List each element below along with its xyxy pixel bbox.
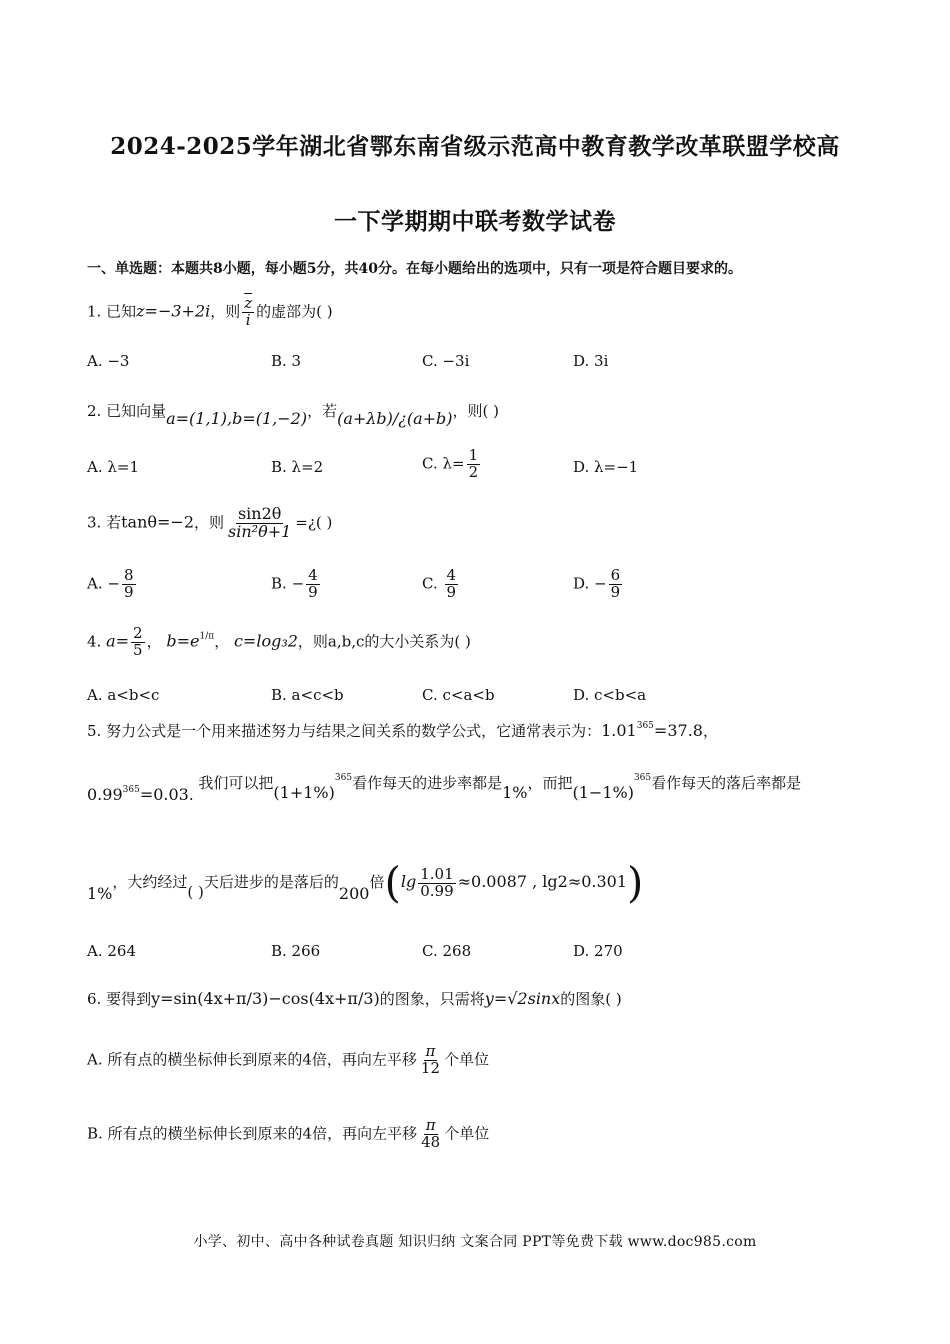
q3-b-frac <box>306 568 320 601</box>
q6-opt-b-post: 个单位 <box>444 1124 490 1143</box>
q4-option-a: A. a<b<c <box>87 686 160 704</box>
q3-mid: ，则 <box>194 513 225 532</box>
q2-pre: 已知向量 <box>106 402 167 420</box>
q5-text-8: 倍 <box>369 873 385 891</box>
q5-eq2-rhs: =0.03 <box>139 785 189 804</box>
q6-opt-a-frac <box>419 1044 442 1077</box>
q3-b-label: B. <box>271 574 287 593</box>
q1-expr: z=−3+2i <box>136 301 211 321</box>
q6-opt-a-den: 12 <box>420 1058 441 1077</box>
q4-c-expr: c=log₃2 <box>233 631 298 651</box>
q6-opt-b-den: 48 <box>421 1132 441 1151</box>
q5-200: 200 <box>338 884 370 903</box>
q4-post: ，则a,b,c的大小关系为( ) <box>297 632 471 651</box>
q5-left-paren: ( <box>384 858 401 907</box>
q6-expr2: y=√2sinx <box>484 989 561 1008</box>
q6-opt-a-num: π <box>425 1042 436 1060</box>
q5-text-3: 看作每天的进步率都是 <box>352 774 503 792</box>
question-5-line-2: $0.99^{365}=0.03$. 我们可以把$(1+1\%)^{365}$看作每天的进步率都是1%，而把$(1-1\%)^{365}$看作每天的落后率都是 <box>87 773 802 804</box>
q5-option-b: B. 266 <box>271 942 321 960</box>
q3-a-sign: − <box>107 574 120 593</box>
question-5-line-1: 5. 努力公式是一个用来描述努力与结果之间关系的数学公式，它通常表示为：$1.01^{365}=37.8$， <box>87 721 718 740</box>
q5-text-7: 天后进步的是落后的 <box>203 873 339 891</box>
q5-option-c: C. 268 <box>422 942 472 960</box>
q2-option-c-label: C. λ= <box>422 454 465 473</box>
q3-c-frac <box>445 568 459 601</box>
q6-opt-b-frac <box>419 1118 442 1151</box>
q5-lg-rhs: ≈0.0087 , lg2≈0.301 <box>457 872 628 891</box>
page-footer: 小学、初中、高中各种试卷真题 知识归纳 文案合同 PPT等免费下载 www.doc985.com <box>193 1234 757 1250</box>
q5-expr-b-exp: 365 <box>633 773 652 783</box>
q6-opt-b-num: π <box>425 1116 436 1134</box>
q5-text-4: ，而把 <box>527 774 573 792</box>
q3-d-sign: − <box>594 574 607 593</box>
q6-opt-a-post: 个单位 <box>444 1050 490 1069</box>
q5-right-paren: ) <box>627 858 644 907</box>
question-5-line-3 <box>87 858 644 907</box>
q2-number: 2. <box>87 402 102 420</box>
q4-number: 4. <box>87 632 102 651</box>
q5-lg: lg <box>400 872 417 891</box>
q1-fraction <box>242 296 254 329</box>
q5-expr-a-exp: 365 <box>334 773 353 783</box>
title-line-2: 一下学期期中联考数学试卷 <box>334 208 616 235</box>
q4-b-expr: b=e <box>166 631 200 651</box>
q6-pre: 要得到 <box>106 990 152 1008</box>
q5-eq2-exp: 365 <box>122 785 140 795</box>
q3-frac-den: sin²θ+1 <box>228 521 292 541</box>
q6-option-a <box>87 1044 489 1077</box>
q2-expr1: a=(1,1),b=(1,−2) <box>166 409 308 428</box>
question-4: 4. a= $\frac{2}{5}$ ， $b=e^{1/\pi}$， c=log₃2，则a,b,c的大小关系为( ) <box>87 624 471 659</box>
q5-eq1-base: 1.01 <box>601 721 637 740</box>
q3-option-d <box>573 568 624 601</box>
q2-option-c-fraction <box>467 448 481 481</box>
q4-option-d: D. c<b<a <box>573 686 647 704</box>
q3-d-num: 6 <box>610 566 621 584</box>
q5-option-d: D. 270 <box>573 942 623 960</box>
q2-optc-num: 1 <box>468 446 479 464</box>
q2-option-b: B. λ=2 <box>271 458 324 476</box>
q3-pre: 若 <box>106 513 122 532</box>
q2-expr2: (a+λb)/¿(a+b) <box>337 409 453 428</box>
q6-post: 的图象( ) <box>560 990 622 1008</box>
q1-mid: ，则 <box>210 302 241 321</box>
q5-text-2: 我们可以把 <box>198 774 274 792</box>
q3-a-frac <box>122 568 136 601</box>
q3-d-frac <box>609 568 623 601</box>
q4-option-c: C. c<a<b <box>422 686 495 704</box>
q3-c-den: 9 <box>446 582 457 601</box>
q3-post: =¿( ) <box>295 513 333 532</box>
q5-pct: 1% <box>502 783 528 802</box>
q5-lg-num: 1.01 <box>420 864 454 883</box>
q6-number: 6. <box>87 990 102 1008</box>
question-3 <box>87 506 332 541</box>
q1-option-a: A. −3 <box>87 352 130 370</box>
q3-frac-num: sin2θ <box>237 504 282 523</box>
q5-line3-pct: 1% <box>87 884 113 903</box>
q4-a-num: 2 <box>133 624 143 642</box>
q1-frac-num: $\overline{z}$ <box>244 294 253 312</box>
q1-number: 1. <box>87 302 102 321</box>
question-2 <box>87 400 500 428</box>
q5-text-6: ，大约经过 <box>112 873 188 891</box>
q5-text-5: 看作每天的落后率都是 <box>651 774 802 792</box>
q5-lg-den: 0.99 <box>420 881 454 900</box>
q5-eq1-rhs: =37.8 <box>653 721 703 740</box>
q6-option-b <box>87 1118 489 1151</box>
q2-option-d: D. λ=−1 <box>573 458 639 476</box>
q5-option-a: A. 264 <box>87 942 136 960</box>
q3-c-num: 4 <box>446 566 457 584</box>
section-heading: 一、单选题：本题共8小题，每小题5分，共40分。在每小题给出的选项中，只有一项是符合题目要求的。 <box>87 261 742 277</box>
q3-c-label: C. <box>422 574 438 593</box>
q3-b-den: 9 <box>308 582 318 601</box>
q2-mid: ，若 <box>307 402 338 420</box>
q3-d-label: D. <box>573 574 590 593</box>
q5-number: 5. <box>87 722 102 740</box>
q5-eq1-exp: 365 <box>636 721 654 731</box>
q3-option-b <box>271 568 322 601</box>
q6-expr: y=sin(4x+π/3)−cos(4x+π/3) <box>151 989 380 1008</box>
q3-number: 3. <box>87 513 102 532</box>
q4-b-exp: 1/π <box>199 631 215 642</box>
q3-b-sign: − <box>291 574 305 593</box>
q3-a-num: 8 <box>123 566 134 584</box>
q2-option-a: A. λ=1 <box>87 458 139 476</box>
q4-option-b: B. a<c<b <box>271 686 344 704</box>
q4-a-frac <box>131 626 145 659</box>
q5-text-1: 努力公式是一个用来描述努力与结果之间关系的数学公式，它通常表示为： <box>106 722 602 740</box>
q6-opt-a-text: A. 所有点的横坐标伸长到原来的4倍，再向左平移 <box>87 1050 417 1069</box>
q3-fraction <box>226 506 293 541</box>
q3-option-c <box>422 568 460 601</box>
q3-a-den: 9 <box>123 582 134 601</box>
q3-option-a <box>87 568 138 601</box>
title-line-1: 2024-2025学年湖北省鄂东南省级示范高中教育教学改革联盟学校高 <box>110 133 840 160</box>
q2-post: ，则( ) <box>452 402 500 420</box>
q1-frac-den: i <box>245 310 251 329</box>
q2-option-c <box>422 448 482 481</box>
q3-d-den: 9 <box>610 582 621 601</box>
q1-post: 的虚部为( ) <box>256 302 333 321</box>
q1-option-c: C. −3i <box>422 352 470 370</box>
q3-a-label: A. <box>87 574 103 593</box>
q1-option-b: B. 3 <box>271 352 302 370</box>
q1-option-d: D. 3i <box>573 352 609 370</box>
q5-expr-b: (1−1%) <box>572 783 634 802</box>
q1-pre: 已知 <box>106 302 137 321</box>
q5-eq2-base: 0.99 <box>87 785 123 804</box>
q5-lg-frac <box>418 864 455 900</box>
question-6 <box>87 988 622 1009</box>
q2-optc-den: 2 <box>468 462 479 481</box>
q3-expr: tanθ=−2 <box>121 512 195 532</box>
q6-mid: 的图象，只需将 <box>379 990 485 1008</box>
q4-a-den: 5 <box>133 640 143 659</box>
q6-opt-b-text: B. 所有点的横坐标伸长到原来的4倍，再向左平移 <box>87 1124 418 1143</box>
q5-blank: ( ) <box>187 883 204 901</box>
question-1 <box>87 296 333 329</box>
q3-b-num: 4 <box>308 566 318 584</box>
q4-a-var: a= <box>106 631 130 651</box>
q5-expr-a: (1+1%) <box>273 783 335 802</box>
